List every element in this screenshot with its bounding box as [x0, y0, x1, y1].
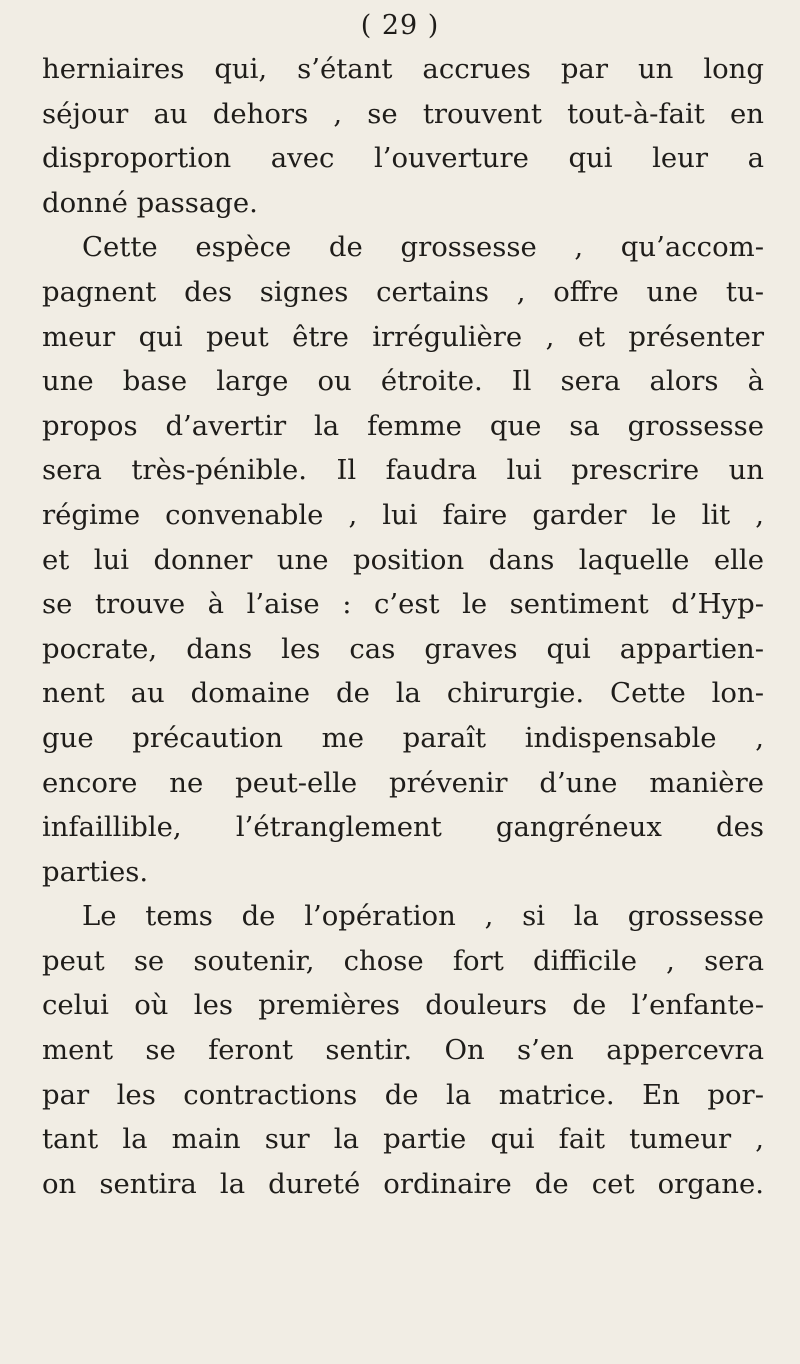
text-line: par les contractions de la matrice. En por- [42, 1078, 764, 1111]
text-line: parties. [42, 855, 149, 888]
text-line: peut se soutenir, chose fort difficile , sera [42, 944, 764, 977]
text-line: herniaires qui, s’étant accrues par un long [42, 53, 764, 85]
text-line: gue précaution me paraît indispensable , [42, 721, 764, 754]
text-line: celui où les premières douleurs de l’enfante- [42, 989, 764, 1022]
body-text [42, 47, 764, 1206]
text-line: pocrate, dans les cas graves qui appartien- [42, 632, 764, 665]
text-line: une base large ou étroite. Il sera alors à [42, 365, 764, 398]
text-line: se trouve à l’aise : c’est le sentiment d’Hyp- [42, 588, 764, 621]
text-line: régime convenable , lui faire garder le lit , [42, 498, 764, 531]
text-line: encore ne peut-elle prévenir d’une manière [42, 766, 764, 799]
text-line: pagnent des signes certains , offre une tu- [42, 275, 764, 308]
text-line: on sentira la dureté ordinaire de cet organe. [42, 1167, 764, 1200]
text-line: infaillible, l’étranglement gangréneux des [42, 811, 764, 844]
text-line: propos d’avertir la femme que sa grossesse [42, 409, 764, 442]
text-line: et lui donner une position dans laquelle elle [42, 543, 764, 576]
text-line: disproportion avec l’ouverture qui leur a [42, 142, 764, 175]
text-line: meur qui peut être irrégulière , et présenter [42, 320, 764, 353]
text-line: Cette espèce de grossesse , qu’accom- [82, 231, 764, 264]
page-number: ( 29 ) [360, 10, 440, 41]
text-line: donné passage. [42, 186, 258, 219]
text-line: séjour au dehors , se trouvent tout-à-fait en [42, 97, 764, 130]
text-line: tant la main sur la partie qui fait tumeur , [42, 1123, 764, 1156]
text-line: sera très-pénible. Il faudra lui prescrire un [42, 454, 764, 487]
text-line: ment se feront sentir. On s’en appercevra [42, 1034, 764, 1067]
text-line: Le tems de l’opération , si la grossesse [82, 900, 764, 933]
text-line: nent au domaine de la chirurgie. Cette lon- [42, 677, 764, 710]
